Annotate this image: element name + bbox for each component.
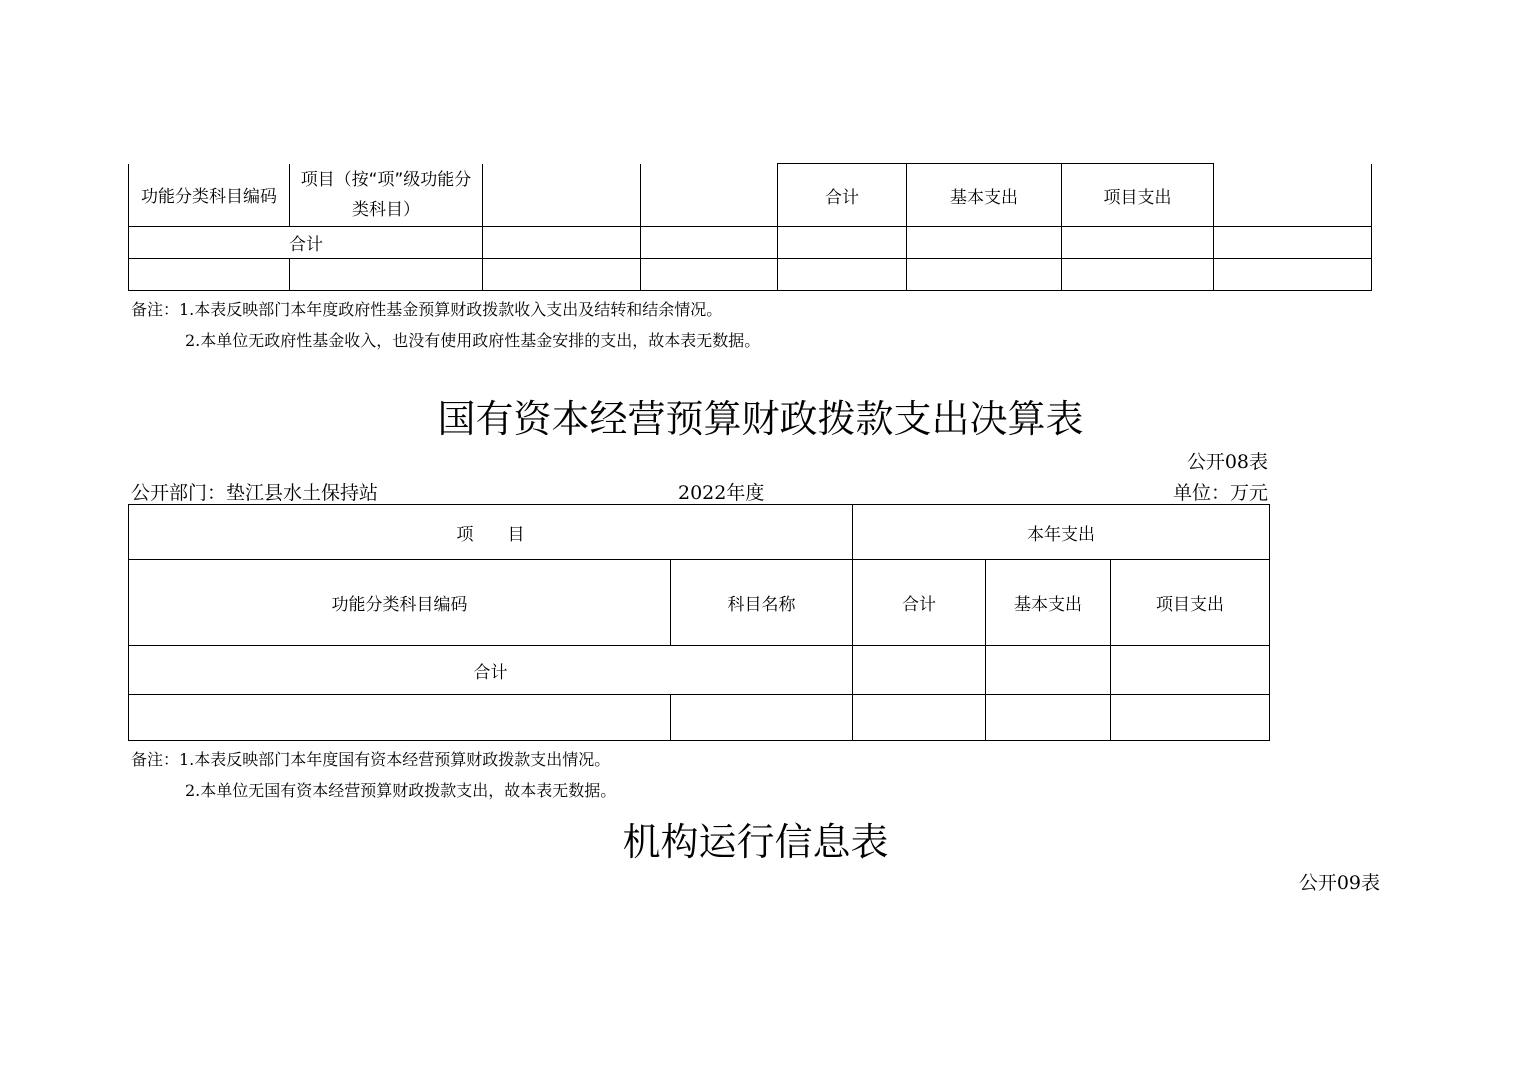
table8-unit: 单位：万元 (1172, 482, 1268, 504)
header-item (290, 164, 483, 227)
state-capital-expenditure-table (128, 504, 1270, 741)
total-cell (778, 227, 907, 259)
total-cell (986, 646, 1111, 695)
total-cell (483, 227, 641, 259)
total-row-label: 合计 (129, 646, 853, 695)
data-cell (986, 695, 1111, 741)
table8-year: 2022年度 (678, 482, 765, 504)
data-cell (1111, 695, 1270, 741)
table8-department: 公开部门：垫江县水土保持站 (131, 482, 379, 504)
data-cell (907, 259, 1062, 291)
total-cell (1062, 227, 1214, 259)
header-total: 合计 (778, 164, 907, 227)
header-total: 合计 (853, 560, 986, 646)
header-blank-3 (1214, 164, 1372, 227)
data-cell (129, 695, 671, 741)
data-cell (1214, 259, 1372, 291)
header-current-year: 本年支出 (853, 505, 1270, 560)
header-project: 项目支出 (1062, 164, 1214, 227)
total-cell (853, 646, 986, 695)
table9-title: 机构运行信息表 (622, 820, 889, 864)
total-cell (907, 227, 1062, 259)
header-blank-2 (641, 164, 778, 227)
data-cell (290, 259, 483, 291)
total-cell (641, 227, 778, 259)
header-code: 功能分类科目编码 (129, 164, 290, 227)
total-cell (1214, 227, 1372, 259)
header-basic: 基本支出 (907, 164, 1062, 227)
table7-note-1: 备注：1.本表反映部门本年度政府性基金预算财政拨款收入支出及结转和结余情况。 (131, 300, 723, 319)
data-cell (129, 259, 290, 291)
header-item: 项 目 (129, 505, 853, 560)
header-basic: 基本支出 (986, 560, 1111, 646)
data-cell (1062, 259, 1214, 291)
data-cell (483, 259, 641, 291)
header-item-text: 项目（按“项”级功能分类科目） (300, 169, 472, 220)
data-cell (671, 695, 853, 741)
header-code: 功能分类科目编码 (129, 560, 671, 646)
table8-note-2: 2.本单位无国有资本经营预算财政拨款支出，故本表无数据。 (185, 781, 617, 800)
fund-expenditure-table (128, 163, 1372, 291)
data-cell (641, 259, 778, 291)
table8-form-no: 公开08表 (1186, 451, 1268, 473)
table8-note-1: 备注：1.本表反映部门本年度国有资本经营预算财政拨款支出情况。 (131, 750, 611, 769)
total-row-label: 合计 (129, 227, 483, 259)
header-blank-1 (483, 164, 641, 227)
table9-form-no: 公开09表 (1298, 872, 1380, 894)
data-cell (778, 259, 907, 291)
header-name: 科目名称 (671, 560, 853, 646)
header-project: 项目支出 (1111, 560, 1270, 646)
total-cell (1111, 646, 1270, 695)
table7-note-2: 2.本单位无政府性基金收入，也没有使用政府性基金安排的支出，故本表无数据。 (185, 331, 761, 350)
table8-title: 国有资本经营预算财政拨款支出决算表 (437, 397, 1084, 441)
data-cell (853, 695, 986, 741)
